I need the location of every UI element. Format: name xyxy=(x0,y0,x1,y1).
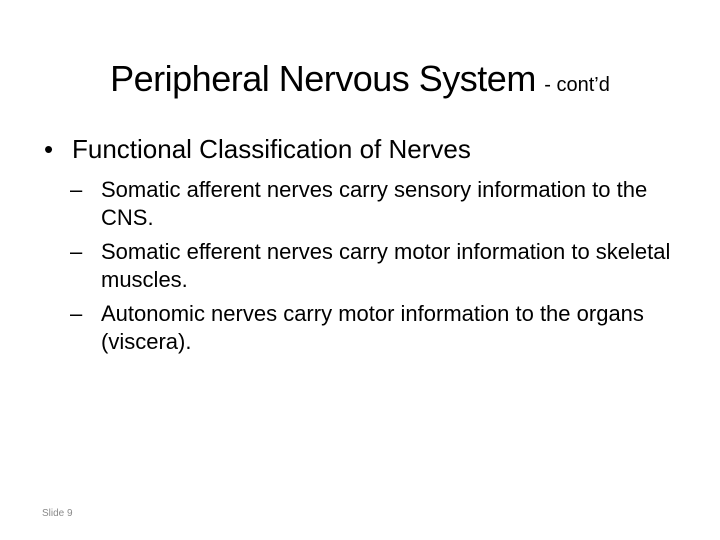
sub-bullet-somatic-efferent xyxy=(70,238,700,294)
sub-bullet-autonomic xyxy=(70,300,700,356)
bullet-marker: • xyxy=(44,134,54,164)
bullet-text: Functional Classification of Nerves xyxy=(72,134,471,164)
sub-bullet-text: Somatic efferent nerves carry motor information to skeletal muscles. xyxy=(101,239,671,292)
sub-bullet-marker: – xyxy=(70,301,83,326)
sub-bullet-text: Somatic afferent nerves carry sensory information to the CNS. xyxy=(101,177,648,230)
bullet-functional-classification xyxy=(44,134,471,165)
title-main: Peripheral Nervous System xyxy=(110,58,536,99)
sub-bullet-text: Autonomic nerves carry motor information to the organs (viscera). xyxy=(101,301,644,354)
sub-bullet-somatic-afferent xyxy=(70,176,700,232)
slide-number: Slide 9 xyxy=(42,508,73,519)
slide-title xyxy=(0,58,720,100)
title-suffix: - cont’d xyxy=(544,74,610,96)
sub-bullet-list xyxy=(70,176,700,362)
sub-bullet-marker: – xyxy=(70,177,83,202)
sub-bullet-marker: – xyxy=(70,239,83,264)
